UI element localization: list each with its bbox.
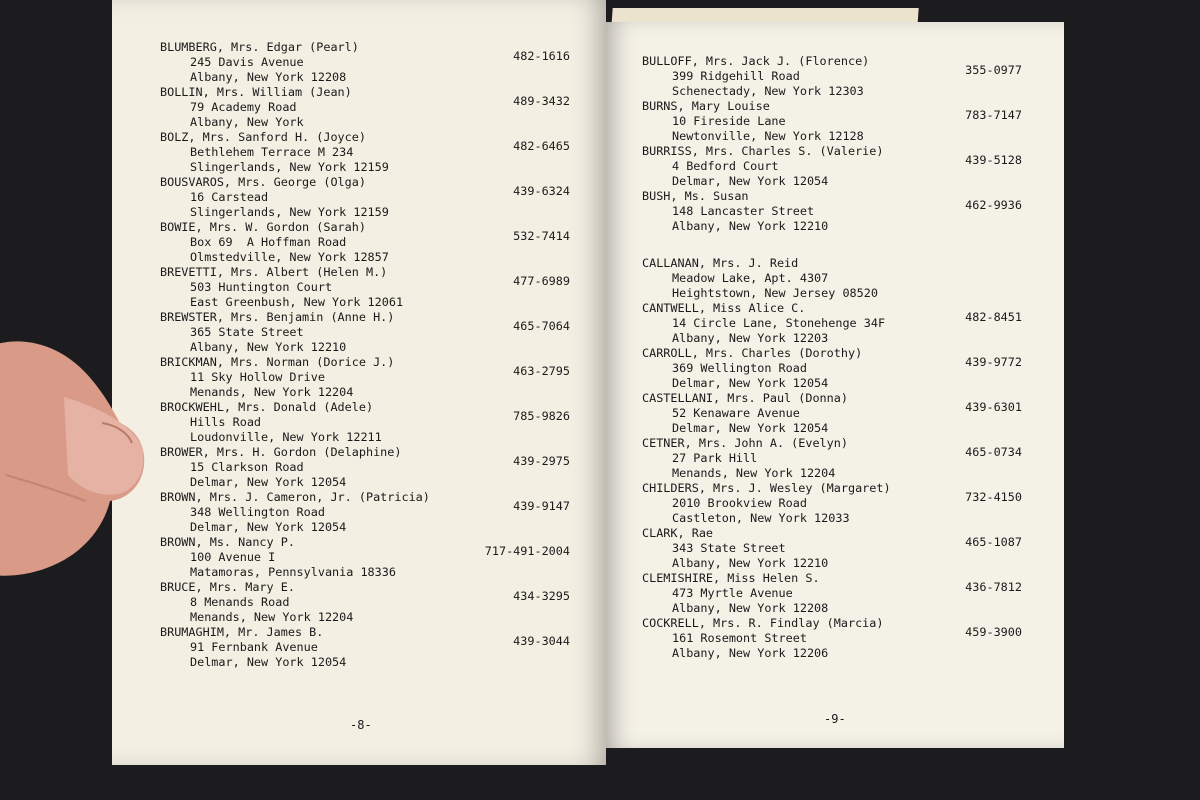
entry-name: BURNS, Mary Louise: [642, 99, 770, 113]
entry-street: 79 Academy Road: [190, 100, 297, 114]
entry-phone: 439-9772: [965, 355, 1022, 369]
entry-city: Albany, New York 12210: [672, 556, 829, 570]
directory-entry: [642, 436, 1022, 481]
right-directory-list: [642, 54, 1022, 661]
entry-phone: 785-9826: [513, 409, 570, 423]
entry-city: Albany, New York 12210: [190, 340, 347, 354]
directory-entry: [160, 445, 570, 490]
entry-phone: 439-6301: [965, 400, 1022, 414]
entry-street: Meadow Lake, Apt. 4307: [672, 271, 829, 285]
entry-name: BREVETTI, Mrs. Albert (Helen M.): [160, 265, 388, 279]
entry-street: 8 Menands Road: [190, 595, 290, 609]
entry-name: BROWER, Mrs. H. Gordon (Delaphine): [160, 445, 402, 459]
entry-name: CETNER, Mrs. John A. (Evelyn): [642, 436, 848, 450]
entry-street: 15 Clarkson Road: [190, 460, 304, 474]
entry-street: Bethlehem Terrace M 234: [190, 145, 354, 159]
directory-entry: [642, 54, 1022, 99]
entry-phone: 463-2795: [513, 364, 570, 378]
entry-name: COCKRELL, Mrs. R. Findlay (Marcia): [642, 616, 884, 630]
entry-street: 2010 Brookview Road: [672, 496, 807, 510]
entry-phone: 465-1087: [965, 535, 1022, 549]
entry-phone: 439-5128: [965, 153, 1022, 167]
entry-street: 473 Myrtle Avenue: [672, 586, 793, 600]
entry-name: BRUMAGHIM, Mr. James B.: [160, 625, 324, 639]
entry-name: CHILDERS, Mrs. J. Wesley (Margaret): [642, 481, 891, 495]
entry-street: 245 Davis Avenue: [190, 55, 304, 69]
entry-phone: 459-3900: [965, 625, 1022, 639]
entry-name: CANTWELL, Miss Alice C.: [642, 301, 806, 315]
entry-city: Albany, New York 12206: [672, 646, 829, 660]
entry-street: 4 Bedford Court: [672, 159, 779, 173]
directory-entry: [642, 144, 1022, 189]
directory-entry: [160, 535, 570, 580]
directory-entry: [642, 99, 1022, 144]
directory-entry: [160, 85, 570, 130]
entry-name: CLEMISHIRE, Miss Helen S.: [642, 571, 820, 585]
entry-phone: 434-3295: [513, 589, 570, 603]
entry-name: CALLANAN, Mrs. J. Reid: [642, 256, 799, 270]
entry-phone: 436-7812: [965, 580, 1022, 594]
directory-entry: [642, 189, 1022, 234]
directory-entry: [642, 526, 1022, 571]
directory-entry: [160, 355, 570, 400]
entry-city: Delmar, New York 12054: [190, 520, 347, 534]
entry-name: BOWIE, Mrs. W. Gordon (Sarah): [160, 220, 366, 234]
entry-name: BROWN, Mrs. J. Cameron, Jr. (Patricia): [160, 490, 430, 504]
entry-street: 343 State Street: [672, 541, 786, 555]
entry-city: Newtonville, New York 12128: [672, 129, 864, 143]
entry-phone: 489-3432: [513, 94, 570, 108]
entry-city: East Greenbush, New York 12061: [190, 295, 404, 309]
entry-street: 148 Lancaster Street: [672, 204, 815, 218]
hand-illustration: [0, 325, 154, 585]
entry-city: Delmar, New York 12054: [190, 655, 347, 669]
directory-entry: [160, 625, 570, 670]
entry-name: BRICKMAN, Mrs. Norman (Dorice J.): [160, 355, 395, 369]
entry-street: 11 Sky Hollow Drive: [190, 370, 325, 384]
entry-street: 369 Wellington Road: [672, 361, 807, 375]
entry-street: 161 Rosemont Street: [672, 631, 807, 645]
page-number: -8-: [350, 718, 372, 732]
entry-street: 16 Carstead: [190, 190, 269, 204]
entry-city: Albany, New York 12203: [672, 331, 829, 345]
directory-entry: [642, 391, 1022, 436]
left-directory-list: [160, 40, 570, 670]
directory-entry: [160, 40, 570, 85]
entry-phone: 482-6465: [513, 139, 570, 153]
entry-city: Albany, New York 12208: [190, 70, 347, 84]
directory-entry: [160, 310, 570, 355]
entry-name: BROCKWEHL, Mrs. Donald (Adele): [160, 400, 374, 414]
entry-street: 52 Kenaware Avenue: [672, 406, 800, 420]
entry-city: Albany, New York: [190, 115, 304, 129]
directory-entry: [160, 265, 570, 310]
directory-entry: [160, 220, 570, 265]
entry-street: Box 69 A Hoffman Road: [190, 235, 347, 249]
entry-street: 10 Fireside Lane: [672, 114, 786, 128]
entry-phone: 439-6324: [513, 184, 570, 198]
entry-name: BROWN, Ms. Nancy P.: [160, 535, 295, 549]
entry-city: Albany, New York 12210: [672, 219, 829, 233]
entry-name: BULLOFF, Mrs. Jack J. (Florence): [642, 54, 870, 68]
entry-name: BURRISS, Mrs. Charles S. (Valerie): [642, 144, 884, 158]
entry-phone: 732-4150: [965, 490, 1022, 504]
entry-name: BOUSVAROS, Mrs. George (Olga): [160, 175, 366, 189]
entry-city: Schenectady, New York 12303: [672, 84, 864, 98]
entry-phone: 482-1616: [513, 49, 570, 63]
entry-street: 348 Wellington Road: [190, 505, 325, 519]
entry-name: BRUCE, Mrs. Mary E.: [160, 580, 295, 594]
entry-phone: 439-9147: [513, 499, 570, 513]
directory-entry: [160, 580, 570, 625]
entry-name: BUSH, Ms. Susan: [642, 189, 749, 203]
entry-phone: 465-7064: [513, 319, 570, 333]
entry-phone: 465-0734: [965, 445, 1022, 459]
entry-city: Delmar, New York 12054: [672, 376, 829, 390]
directory-entry: [642, 571, 1022, 616]
entry-street: 91 Fernbank Avenue: [190, 640, 318, 654]
directory-entry: [160, 490, 570, 535]
entry-city: Delmar, New York 12054: [672, 174, 829, 188]
entry-name: CLARK, Rae: [642, 526, 714, 540]
entry-phone: 717-491-2004: [484, 544, 570, 558]
entry-city: Matamoras, Pennsylvania 18336: [190, 565, 396, 579]
entry-city: Heightstown, New Jersey 08520: [672, 286, 878, 300]
entry-city: Menands, New York 12204: [672, 466, 836, 480]
entry-name: BOLLIN, Mrs. William (Jean): [160, 85, 352, 99]
directory-entry: [160, 400, 570, 445]
entry-phone: 532-7414: [513, 229, 570, 243]
entry-street: 14 Circle Lane, Stonehenge 34F: [672, 316, 886, 330]
entry-street: 399 Ridgehill Road: [672, 69, 800, 83]
page-number: -9-: [824, 712, 846, 726]
entry-phone: 477-6989: [513, 274, 570, 288]
entry-city: Castleton, New York 12033: [672, 511, 850, 525]
entry-phone: 439-3044: [513, 634, 570, 648]
entry-street: 100 Avenue I: [190, 550, 276, 564]
entry-city: Olmstedville, New York 12857: [190, 250, 389, 264]
entry-city: Loudonville, New York 12211: [190, 430, 382, 444]
directory-entry: [642, 256, 1022, 301]
entry-phone: 783-7147: [965, 108, 1022, 122]
directory-entry: [642, 481, 1022, 526]
entry-phone: 355-0977: [965, 63, 1022, 77]
entry-name: BREWSTER, Mrs. Benjamin (Anne H.): [160, 310, 395, 324]
entry-name: CASTELLANI, Mrs. Paul (Donna): [642, 391, 848, 405]
directory-entry: [642, 301, 1022, 346]
right-page: [606, 22, 1064, 748]
entry-city: Delmar, New York 12054: [190, 475, 347, 489]
entry-phone: 462-9936: [965, 198, 1022, 212]
entry-name: BLUMBERG, Mrs. Edgar (Pearl): [160, 40, 359, 54]
entry-city: Delmar, New York 12054: [672, 421, 829, 435]
entry-city: Albany, New York 12208: [672, 601, 829, 615]
entry-city: Slingerlands, New York 12159: [190, 205, 389, 219]
directory-entry: [642, 616, 1022, 661]
directory-entry: [642, 346, 1022, 391]
entry-city: Menands, New York 12204: [190, 385, 354, 399]
entry-phone: 439-2975: [513, 454, 570, 468]
entry-street: Hills Road: [190, 415, 262, 429]
left-page: [112, 0, 606, 765]
entry-name: BOLZ, Mrs. Sanford H. (Joyce): [160, 130, 366, 144]
entry-city: Slingerlands, New York 12159: [190, 160, 389, 174]
entry-name: CARROLL, Mrs. Charles (Dorothy): [642, 346, 863, 360]
entry-street: 503 Huntington Court: [190, 280, 333, 294]
entry-city: Menands, New York 12204: [190, 610, 354, 624]
entry-street: 365 State Street: [190, 325, 304, 339]
entry-street: 27 Park Hill: [672, 451, 758, 465]
section-gap: [642, 234, 1022, 256]
directory-entry: [160, 130, 570, 175]
directory-entry: [160, 175, 570, 220]
entry-phone: 482-8451: [965, 310, 1022, 324]
